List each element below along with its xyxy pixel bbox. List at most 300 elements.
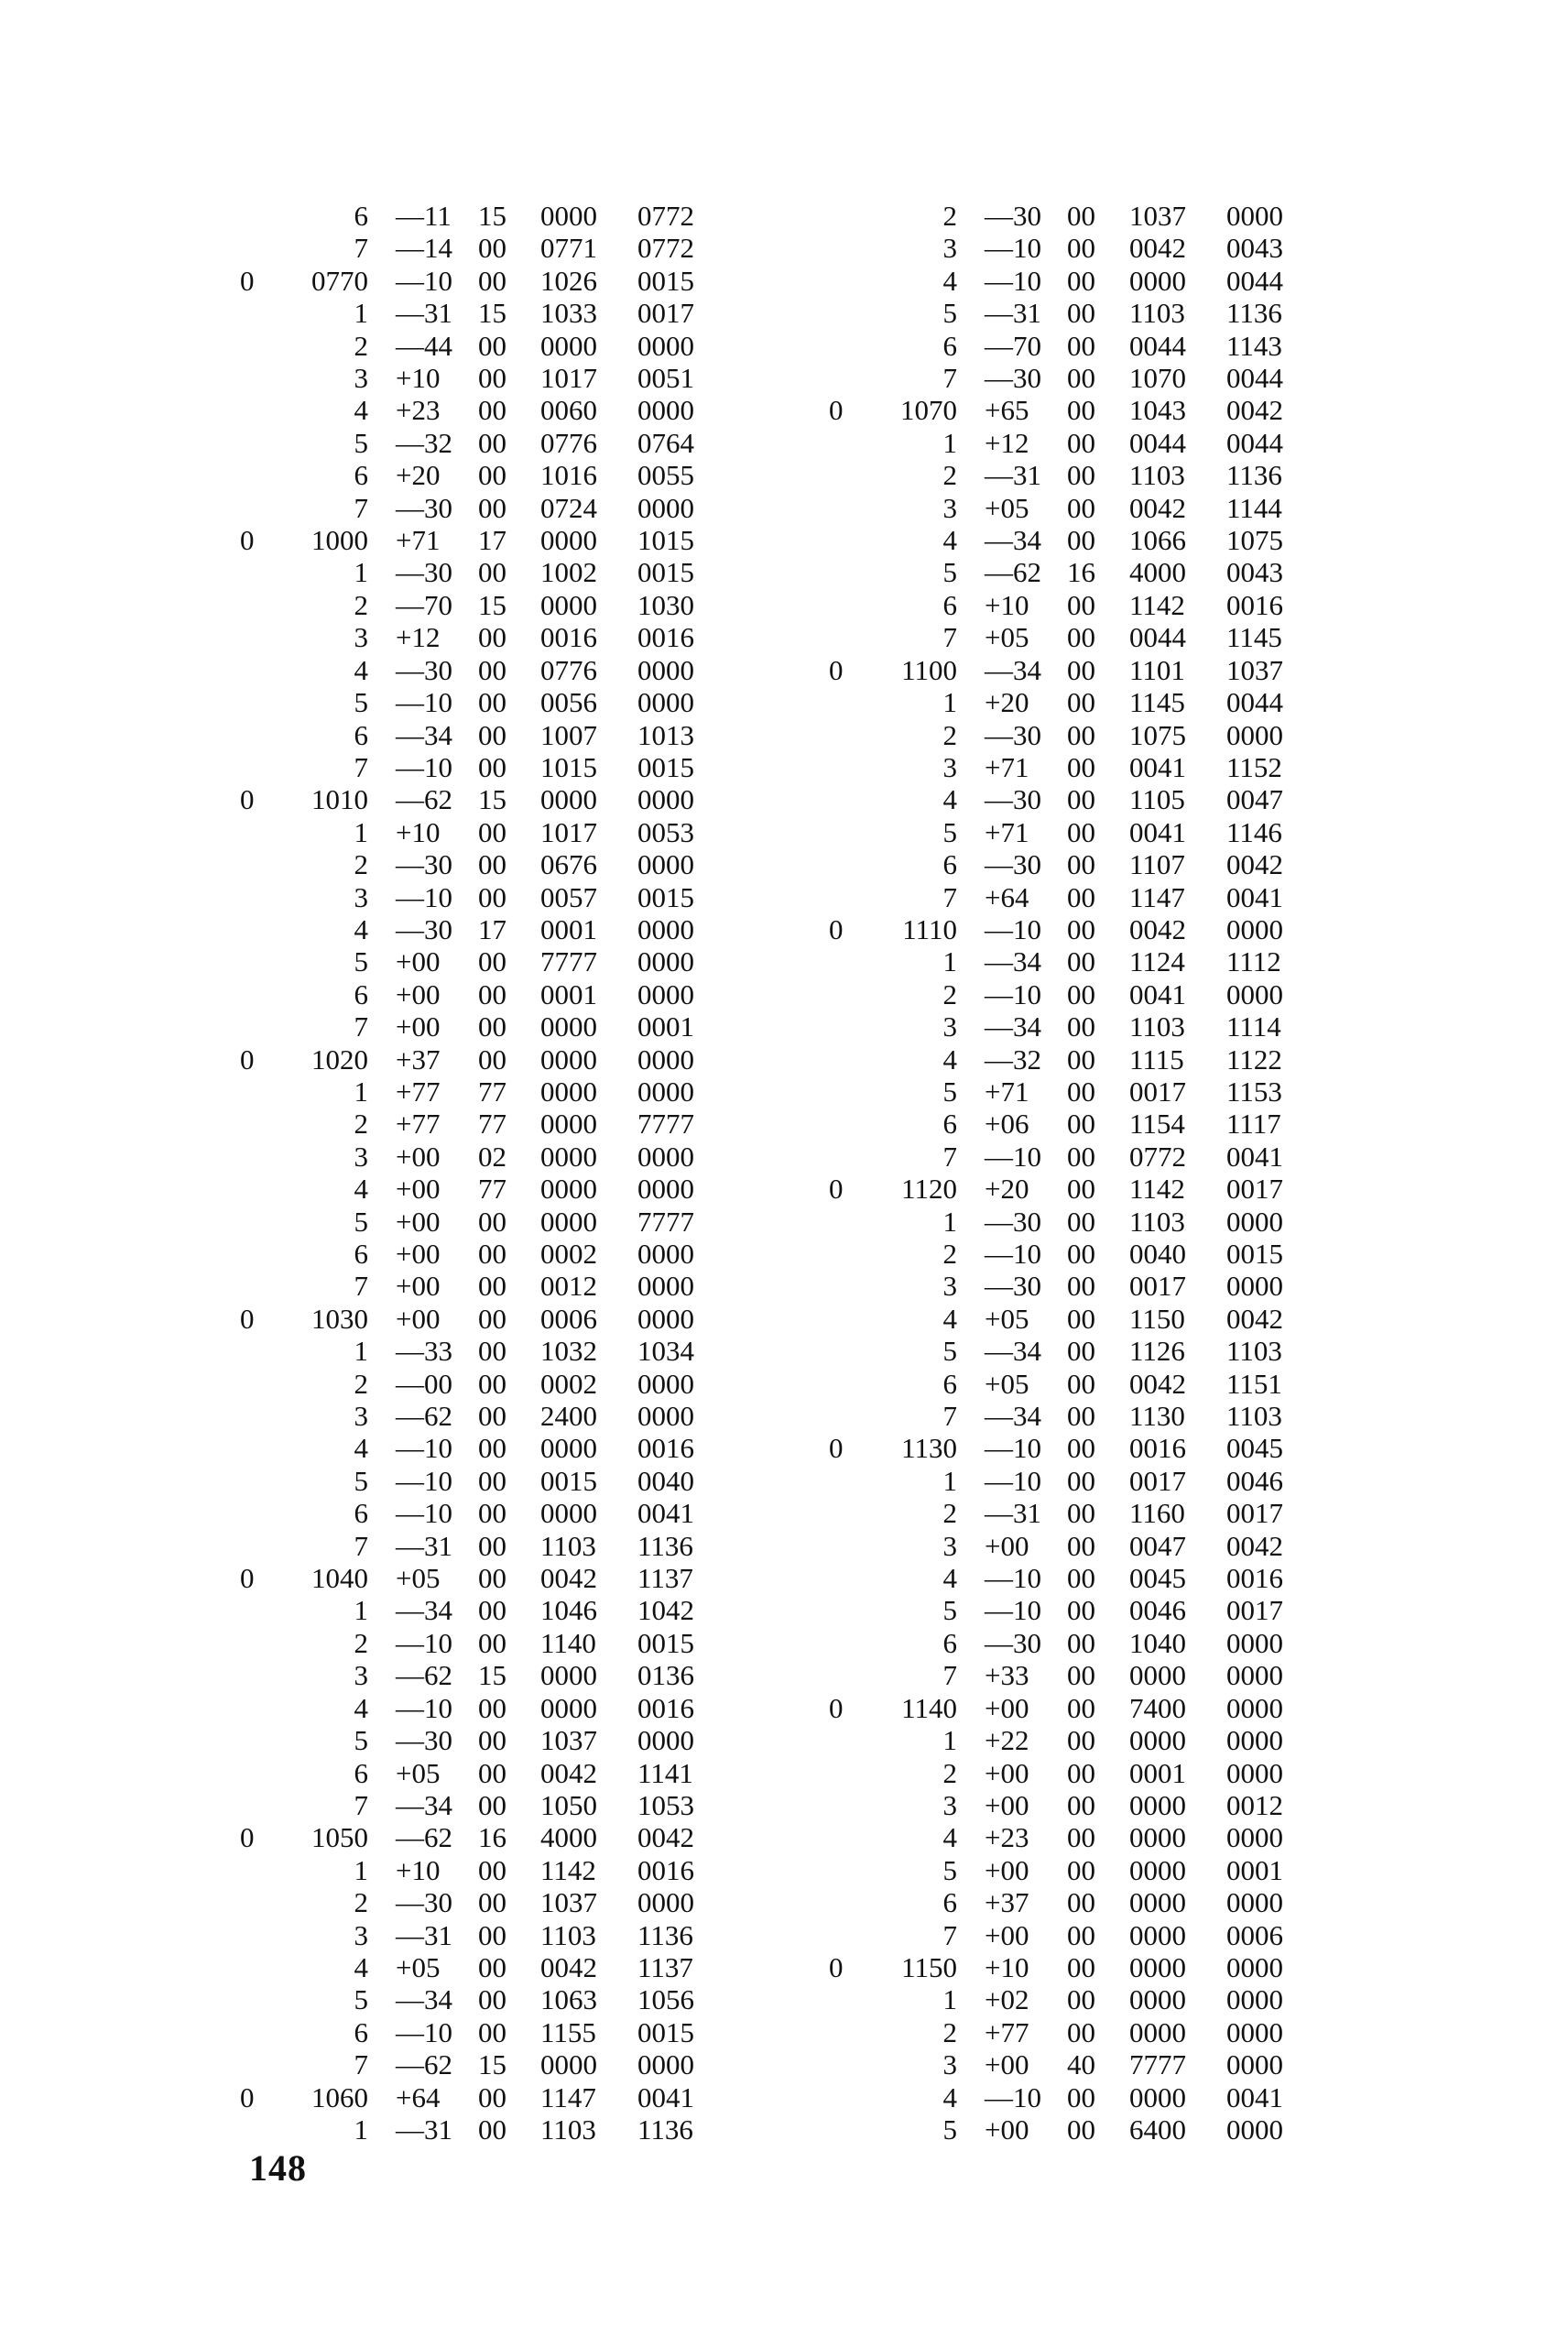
- field-3: 0000: [1226, 1724, 1283, 1757]
- code-row: [240, 492, 720, 524]
- field-3: 0017: [1226, 1173, 1283, 1206]
- opcode: +65: [985, 394, 1029, 427]
- field-1: 00: [1067, 945, 1095, 978]
- block-prefix: [240, 621, 275, 653]
- block-prefix: [240, 1335, 275, 1367]
- field-1: 00: [478, 848, 506, 881]
- field-3: 1042: [637, 1594, 694, 1627]
- block-prefix: [240, 1886, 275, 1918]
- code-row: [829, 783, 1309, 815]
- opcode: —32: [396, 426, 452, 459]
- block-prefix: [240, 556, 275, 588]
- field-1: 00: [1067, 1724, 1095, 1757]
- code-row: [829, 1303, 1309, 1335]
- block-prefix: [829, 1076, 864, 1108]
- field-2: 1126: [1129, 1335, 1185, 1368]
- field-2: 1050: [540, 1788, 597, 1821]
- field-2: 0040: [1129, 1238, 1186, 1270]
- field-1: 00: [478, 1756, 506, 1789]
- opcode: —34: [985, 1335, 1041, 1368]
- block-prefix: [829, 556, 864, 588]
- field-2: 1007: [540, 718, 597, 751]
- field-1: 00: [1067, 653, 1095, 686]
- field-2: 0000: [540, 1140, 597, 1173]
- field-1: 00: [478, 459, 506, 492]
- field-2: 0000: [540, 524, 597, 557]
- field-2: 0041: [1129, 750, 1186, 783]
- block-prefix: [240, 978, 275, 1010]
- opcode: —10: [985, 264, 1041, 297]
- field-2: 0772: [1129, 1140, 1186, 1173]
- address: 5: [354, 945, 368, 978]
- opcode: —10: [396, 264, 452, 297]
- address: 3: [942, 1529, 957, 1562]
- address: 1020: [311, 1043, 368, 1076]
- block-prefix: [829, 1530, 864, 1562]
- opcode: —31: [396, 1529, 452, 1562]
- block-prefix: [829, 1659, 864, 1691]
- code-row: [240, 1173, 720, 1205]
- address: 7: [942, 362, 957, 395]
- block-prefix: 0: [829, 394, 844, 427]
- address: 5: [942, 556, 957, 589]
- block-prefix: [240, 1465, 275, 1497]
- code-row: [829, 719, 1309, 751]
- address: 3: [354, 362, 368, 395]
- code-row: [829, 1530, 1309, 1562]
- code-row: [829, 2081, 1309, 2113]
- field-2: 0042: [1129, 1367, 1186, 1400]
- address: 4: [354, 912, 368, 945]
- block-prefix: [240, 2016, 275, 2048]
- code-row: [240, 621, 720, 653]
- code-row: [829, 1821, 1309, 1853]
- code-row: [829, 459, 1309, 491]
- field-3: 0016: [1226, 1562, 1283, 1595]
- address: 7: [354, 2048, 368, 2081]
- opcode: —34: [985, 1010, 1041, 1043]
- address: 7: [354, 491, 368, 524]
- opcode: —31: [396, 2113, 452, 2146]
- opcode: —10: [985, 1594, 1041, 1627]
- address: 5: [354, 686, 368, 719]
- field-3: 0000: [637, 848, 694, 881]
- code-row: [240, 751, 720, 783]
- block-prefix: [829, 945, 864, 977]
- address: 2: [354, 1626, 368, 1659]
- block-prefix: [829, 427, 864, 459]
- block-prefix: [240, 1432, 275, 1464]
- address: 7: [354, 232, 368, 265]
- opcode: —10: [396, 1626, 452, 1659]
- code-row: [829, 394, 1309, 426]
- field-1: 15: [478, 783, 506, 816]
- block-prefix: [829, 297, 864, 329]
- field-1: 00: [1067, 2080, 1095, 2113]
- code-row: [829, 297, 1309, 329]
- field-1: 00: [1067, 1400, 1095, 1433]
- opcode: +77: [985, 2015, 1029, 2048]
- code-row: [240, 1238, 720, 1270]
- opcode: +10: [985, 588, 1029, 621]
- field-2: 0015: [540, 1464, 597, 1497]
- opcode: +05: [985, 491, 1029, 524]
- address: 1: [942, 1983, 957, 2016]
- field-2: 0056: [540, 686, 597, 719]
- field-2: 1145: [1129, 686, 1185, 719]
- field-2: 0002: [540, 1367, 597, 1400]
- code-row: [240, 1108, 720, 1140]
- field-3: 0000: [1226, 1270, 1283, 1303]
- field-2: 1002: [540, 556, 597, 589]
- field-2: 1130: [1129, 1400, 1185, 1433]
- field-1: 00: [478, 945, 506, 978]
- address: 5: [942, 1594, 957, 1627]
- code-row: [240, 913, 720, 945]
- field-1: 77: [478, 1075, 506, 1108]
- address: 1: [942, 1205, 957, 1238]
- field-2: 0044: [1129, 426, 1186, 459]
- opcode: —30: [396, 491, 452, 524]
- code-row: [829, 1497, 1309, 1529]
- address: 2: [942, 718, 957, 751]
- code-row: [240, 783, 720, 815]
- field-2: 0042: [1129, 232, 1186, 265]
- block-prefix: [829, 1983, 864, 2015]
- field-2: 1037: [540, 1886, 597, 1919]
- field-3: 1137: [637, 1562, 693, 1595]
- address: 2: [354, 1886, 368, 1919]
- field-2: 0000: [540, 1043, 597, 1076]
- block-prefix: [240, 1594, 275, 1626]
- opcode: —30: [985, 1626, 1041, 1659]
- field-2: 1032: [540, 1335, 597, 1368]
- field-3: 0000: [1226, 200, 1283, 232]
- block-prefix: [829, 1238, 864, 1270]
- block-prefix: [240, 1173, 275, 1205]
- opcode: —34: [985, 653, 1041, 686]
- address: 6: [354, 1238, 368, 1270]
- code-row: [240, 297, 720, 329]
- address: 2: [354, 848, 368, 881]
- opcode: —30: [985, 200, 1041, 232]
- opcode: +22: [985, 1724, 1029, 1757]
- code-row: [240, 556, 720, 588]
- opcode: +33: [985, 1659, 1029, 1692]
- address: 2: [354, 588, 368, 621]
- field-3: 1030: [637, 588, 694, 621]
- block-prefix: [240, 654, 275, 686]
- address: 1: [942, 1464, 957, 1497]
- field-1: 00: [478, 880, 506, 913]
- block-prefix: 0: [240, 783, 255, 816]
- field-3: 1015: [637, 524, 694, 557]
- field-2: 0000: [1129, 1821, 1186, 1854]
- address: 3: [354, 621, 368, 654]
- field-3: 0041: [1226, 2080, 1283, 2113]
- field-1: 00: [1067, 1140, 1095, 1173]
- field-2: 0046: [1129, 1594, 1186, 1627]
- block-prefix: [240, 1076, 275, 1108]
- code-row: [829, 1854, 1309, 1886]
- field-2: 0000: [540, 1173, 597, 1206]
- code-row: [829, 1692, 1309, 1724]
- opcode: —14: [396, 232, 452, 265]
- block-prefix: [240, 1757, 275, 1789]
- field-1: 00: [1067, 977, 1095, 1010]
- field-2: 0045: [1129, 1562, 1186, 1595]
- opcode: +05: [985, 1302, 1029, 1335]
- field-3: 1136: [637, 1918, 693, 1951]
- field-2: 0000: [1129, 1659, 1186, 1692]
- field-1: 00: [1067, 1691, 1095, 1724]
- block-prefix: [829, 232, 864, 264]
- address: 3: [942, 232, 957, 265]
- block-prefix: [829, 1854, 864, 1886]
- field-3: 1136: [1226, 297, 1282, 330]
- address: 4: [354, 1173, 368, 1206]
- block-prefix: [829, 1303, 864, 1335]
- address: 1040: [311, 1562, 368, 1595]
- opcode: +00: [985, 1918, 1029, 1951]
- address: 5: [942, 1335, 957, 1368]
- code-row: [829, 1724, 1309, 1756]
- block-prefix: 0: [240, 264, 255, 297]
- field-1: 00: [1067, 1886, 1095, 1919]
- address: 3: [942, 1270, 957, 1303]
- field-2: 1147: [540, 2080, 596, 2113]
- field-2: 0000: [1129, 2080, 1186, 2113]
- code-row: [829, 1659, 1309, 1691]
- field-2: 0000: [1129, 1788, 1186, 1821]
- field-3: 0044: [1226, 686, 1283, 719]
- field-1: 00: [478, 1270, 506, 1303]
- block-prefix: [829, 524, 864, 556]
- field-3: 1151: [1226, 1367, 1282, 1400]
- opcode: +77: [396, 1108, 441, 1141]
- address: 4: [942, 1302, 957, 1335]
- field-3: 0000: [637, 1400, 694, 1433]
- field-3: 0041: [1226, 880, 1283, 913]
- field-2: 1115: [1129, 1043, 1184, 1076]
- code-row: [829, 1076, 1309, 1108]
- code-row: [240, 200, 720, 232]
- field-3: 0000: [637, 1043, 694, 1076]
- field-1: 00: [1067, 1173, 1095, 1206]
- block-prefix: 0: [240, 1043, 255, 1076]
- block-prefix: 0: [240, 2080, 255, 2113]
- field-3: 0000: [637, 1886, 694, 1919]
- field-2: 1140: [540, 1626, 596, 1659]
- code-row: [829, 427, 1309, 459]
- address: 4: [354, 653, 368, 686]
- field-3: 0044: [1226, 362, 1283, 395]
- opcode: —10: [985, 1140, 1041, 1173]
- field-2: 1103: [540, 1529, 596, 1562]
- address: 2: [942, 2015, 957, 2048]
- code-row: [240, 1335, 720, 1367]
- address: 7: [942, 1918, 957, 1951]
- field-1: 00: [1067, 1010, 1095, 1043]
- opcode: —70: [396, 588, 452, 621]
- opcode: +00: [396, 1010, 441, 1043]
- code-row: [240, 1076, 720, 1108]
- opcode: —10: [396, 1432, 452, 1465]
- field-3: 0000: [637, 783, 694, 816]
- field-1: 00: [478, 1983, 506, 2016]
- field-1: 16: [478, 1821, 506, 1854]
- field-2: 1142: [540, 1853, 596, 1886]
- field-3: 0017: [1226, 1594, 1283, 1627]
- field-1: 00: [1067, 1983, 1095, 2016]
- field-3: 0047: [1226, 783, 1283, 816]
- opcode: —34: [396, 718, 452, 751]
- address: 7: [354, 750, 368, 783]
- field-3: 0006: [1226, 1918, 1283, 1951]
- field-1: 00: [1067, 1821, 1095, 1854]
- address: 5: [354, 426, 368, 459]
- field-2: 0000: [1129, 1886, 1186, 1919]
- block-prefix: [829, 330, 864, 362]
- field-3: 1117: [1226, 1108, 1281, 1141]
- field-1: 00: [1067, 1335, 1095, 1368]
- opcode: +00: [396, 945, 441, 978]
- code-row: [240, 1400, 720, 1432]
- field-3: 0017: [1226, 1497, 1283, 1530]
- opcode: +10: [985, 1950, 1029, 1983]
- block-prefix: [240, 1497, 275, 1529]
- field-3: 0016: [637, 1691, 694, 1724]
- address: 1010: [311, 783, 368, 816]
- address: 7: [354, 1788, 368, 1821]
- code-row: [240, 2081, 720, 2113]
- address: 1: [942, 686, 957, 719]
- field-3: 1145: [1226, 621, 1282, 654]
- code-row: [240, 1043, 720, 1076]
- block-prefix: [240, 1010, 275, 1043]
- field-2: 0060: [540, 394, 597, 427]
- field-1: 00: [1067, 1432, 1095, 1465]
- field-2: 1103: [540, 1918, 596, 1951]
- field-1: 00: [1067, 1918, 1095, 1951]
- block-prefix: [240, 492, 275, 524]
- code-row: [829, 1951, 1309, 1983]
- code-row: [829, 1270, 1309, 1302]
- address: 1: [354, 1335, 368, 1368]
- opcode: +71: [985, 1075, 1029, 1108]
- address: 3: [942, 750, 957, 783]
- opcode: —10: [985, 1432, 1041, 1465]
- code-row: [240, 881, 720, 913]
- address: 2: [354, 1108, 368, 1141]
- field-2: 4000: [540, 1821, 597, 1854]
- block-prefix: [829, 2113, 864, 2146]
- opcode: +05: [985, 621, 1029, 654]
- opcode: +10: [396, 362, 441, 395]
- field-3: 0040: [637, 1464, 694, 1497]
- code-row: [829, 265, 1309, 297]
- address: 1030: [311, 1302, 368, 1335]
- field-1: 00: [478, 1626, 506, 1659]
- opcode: —30: [396, 556, 452, 589]
- opcode: +64: [985, 880, 1029, 913]
- code-row: [240, 1206, 720, 1238]
- field-1: 00: [1067, 524, 1095, 557]
- field-3: 0000: [637, 1270, 694, 1303]
- field-1: 00: [478, 1918, 506, 1951]
- code-row: [829, 589, 1309, 621]
- block-prefix: [829, 1627, 864, 1659]
- code-row: [240, 2113, 720, 2146]
- address: 1: [942, 945, 957, 978]
- field-2: 1070: [1129, 362, 1186, 395]
- address: 5: [942, 297, 957, 330]
- field-3: 0000: [1226, 977, 1283, 1010]
- field-2: 0001: [540, 977, 597, 1010]
- field-1: 77: [478, 1173, 506, 1206]
- field-1: 00: [478, 556, 506, 589]
- block-prefix: 0: [829, 1950, 844, 1983]
- field-3: 0000: [1226, 912, 1283, 945]
- opcode: —31: [396, 297, 452, 330]
- field-3: 0000: [637, 1724, 694, 1757]
- block-prefix: [829, 265, 864, 297]
- address: 3: [354, 1918, 368, 1951]
- block-prefix: [240, 459, 275, 491]
- field-3: 0000: [1226, 2048, 1283, 2081]
- field-2: 1046: [540, 1594, 597, 1627]
- field-3: 1153: [1226, 1075, 1282, 1108]
- field-2: 0001: [540, 912, 597, 945]
- opcode: —10: [396, 880, 452, 913]
- code-row: [829, 913, 1309, 945]
- field-1: 00: [1067, 1626, 1095, 1659]
- opcode: —32: [985, 1043, 1041, 1076]
- field-2: 1103: [1129, 1205, 1185, 1238]
- field-2: 0000: [540, 1659, 597, 1692]
- address: 1: [354, 1594, 368, 1627]
- block-prefix: [829, 1108, 864, 1140]
- field-1: 00: [478, 1367, 506, 1400]
- block-prefix: [829, 1270, 864, 1302]
- field-1: 00: [478, 491, 506, 524]
- field-3: 7777: [637, 1205, 694, 1238]
- code-row: [240, 1821, 720, 1853]
- field-1: 00: [478, 329, 506, 362]
- opcode: —30: [985, 1270, 1041, 1303]
- block-prefix: 0: [240, 524, 255, 557]
- field-2: 1037: [1129, 200, 1186, 232]
- field-2: 0044: [1129, 329, 1186, 362]
- block-prefix: [240, 394, 275, 426]
- address: 1: [354, 1075, 368, 1108]
- field-2: 1043: [1129, 394, 1186, 427]
- address: 1070: [900, 394, 957, 427]
- address: 4: [942, 1821, 957, 1854]
- opcode: —10: [985, 232, 1041, 265]
- address: 3: [354, 1659, 368, 1692]
- block-prefix: 0: [240, 1302, 255, 1335]
- opcode: +00: [985, 1691, 1029, 1724]
- code-row: [240, 1141, 720, 1173]
- code-row: [240, 1692, 720, 1724]
- field-1: 00: [1067, 588, 1095, 621]
- block-prefix: 0: [829, 1691, 844, 1724]
- field-2: 0000: [540, 783, 597, 816]
- block-prefix: [829, 1368, 864, 1400]
- field-3: 1013: [637, 718, 694, 751]
- field-2: 1147: [1129, 880, 1185, 913]
